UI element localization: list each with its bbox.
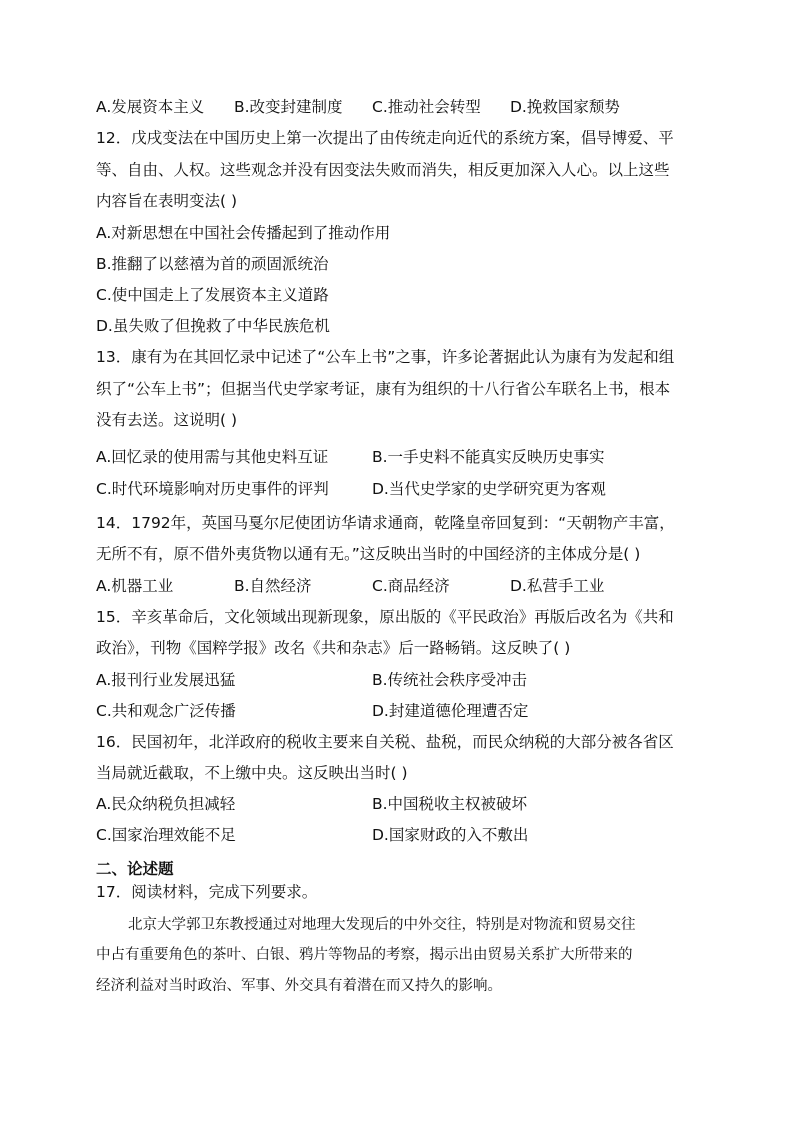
q16-option-a[interactable]: A.民众纳税负担减轻 bbox=[96, 795, 236, 813]
q14-stem-line-1: 14．1792年，英国马戛尔尼使团访华请求通商，乾隆皇帝回复到：“天朝物产丰富， bbox=[96, 514, 675, 532]
q14-option-b[interactable]: B.自然经济 bbox=[234, 577, 312, 595]
q13-option-b[interactable]: B.一手史料不能真实反映历史事实 bbox=[372, 448, 605, 466]
q14-options bbox=[96, 576, 696, 596]
q14-option-d[interactable]: D.私营手工业 bbox=[510, 577, 605, 595]
q13-option-a[interactable]: A.回忆录的使用需与其他史料互证 bbox=[96, 448, 329, 466]
q13-stem-line-3: 没有去送。这说明( ) bbox=[96, 411, 238, 429]
q15-option-a[interactable]: A.报刊行业发展迅猛 bbox=[96, 671, 236, 689]
q16-option-b[interactable]: B.中国税收主权被破坏 bbox=[372, 795, 528, 813]
q15-option-b[interactable]: B.传统社会秩序受冲击 bbox=[372, 671, 528, 689]
q12-stem-line-1: 12．戊戌变法在中国历史上第一次提出了由传统走向近代的系统方案，倡导博爱、平 bbox=[96, 129, 674, 147]
q15-option-d[interactable]: D.封建道德伦理遭否定 bbox=[372, 702, 529, 720]
material-line-1: 北京大学郭卫东教授通过对地理大发现后的中外交往，特别是对物流和贸易交往 bbox=[128, 917, 636, 933]
q16-options-row-1 bbox=[96, 794, 696, 814]
q13-option-c[interactable]: C.时代环境影响对历史事件的评判 bbox=[96, 480, 329, 498]
q16-stem-line-1: 16．民国初年，北洋政府的税收主要来自关税、盐税，而民众纳税的大部分被各省区 bbox=[96, 733, 674, 751]
q11-option-c[interactable]: C.推动社会转型 bbox=[372, 98, 481, 116]
material-line-2: 中占有重要角色的茶叶、白银、鸦片等物品的考察，揭示出由贸易关系扩大所带来的 bbox=[96, 947, 633, 963]
q16-stem-line-2: 当局就近截取，不上缴中央。这反映出当时( ) bbox=[96, 764, 408, 782]
q12-option-d[interactable]: D.虽失败了但挽救了中华民族危机 bbox=[96, 317, 330, 335]
q15-stem-line-1: 15．辛亥革命后，文化领域出现新现象，原出版的《平民政治》再版后改名为《共和 bbox=[96, 608, 674, 626]
q15-options-row-1 bbox=[96, 670, 696, 690]
q14-stem-line-2: 无所不有，原不借外夷货物以通有无。”这反映出当时的中国经济的主体成分是( ) bbox=[96, 545, 641, 563]
q12-option-a[interactable]: A.对新思想在中国社会传播起到了推动作用 bbox=[96, 224, 391, 242]
q12-stem-line-2: 等、自由、人权。这些观念并没有因变法失败而消失，相反更加深入人心。以上这些 bbox=[96, 161, 670, 179]
q11-option-b[interactable]: B.改变封建制度 bbox=[234, 98, 343, 116]
q16-options-row-2 bbox=[96, 825, 696, 845]
q12-option-b[interactable]: B.推翻了以慈禧为首的顽固派统治 bbox=[96, 255, 329, 273]
section-heading: 二、论述题 bbox=[96, 860, 174, 878]
q16-option-c[interactable]: C.国家治理效能不足 bbox=[96, 826, 236, 844]
q11-option-a[interactable]: A.发展资本主义 bbox=[96, 98, 205, 116]
q17-stem: 17．阅读材料，完成下列要求。 bbox=[96, 883, 318, 901]
q13-options-row-2 bbox=[96, 479, 696, 499]
q12-option-c[interactable]: C.使中国走上了发展资本主义道路 bbox=[96, 286, 329, 304]
q13-stem-line-1: 13．康有为在其回忆录中记述了“公车上书”之事，许多论著据此认为康有为发起和组 bbox=[96, 348, 675, 366]
q13-options-row-1 bbox=[96, 447, 696, 467]
q16-option-d[interactable]: D.国家财政的入不敷出 bbox=[372, 826, 529, 844]
material-line-3: 经济利益对当时政治、军事、外交具有着潜在而又持久的影响。 bbox=[96, 978, 502, 994]
q11-option-d[interactable]: D.挽救国家颓势 bbox=[510, 98, 620, 116]
q15-stem-line-2: 政治》，刊物《国粹学报》改名《共和杂志》后一路畅销。这反映了( ) bbox=[96, 639, 571, 657]
q12-stem-line-3: 内容旨在表明变法( ) bbox=[96, 192, 238, 210]
q14-option-c[interactable]: C.商品经济 bbox=[372, 577, 450, 595]
q15-option-c[interactable]: C.共和观念广泛传播 bbox=[96, 702, 236, 720]
q15-options-row-2 bbox=[96, 701, 696, 721]
q11-options bbox=[96, 97, 696, 117]
q13-option-d[interactable]: D.当代史学家的史学研究更为客观 bbox=[372, 480, 606, 498]
q14-option-a[interactable]: A.机器工业 bbox=[96, 577, 174, 595]
q13-stem-line-2: 织了“公车上书”；但据当代史学家考证，康有为组织的十八行省公车联名上书，根本 bbox=[96, 380, 671, 398]
